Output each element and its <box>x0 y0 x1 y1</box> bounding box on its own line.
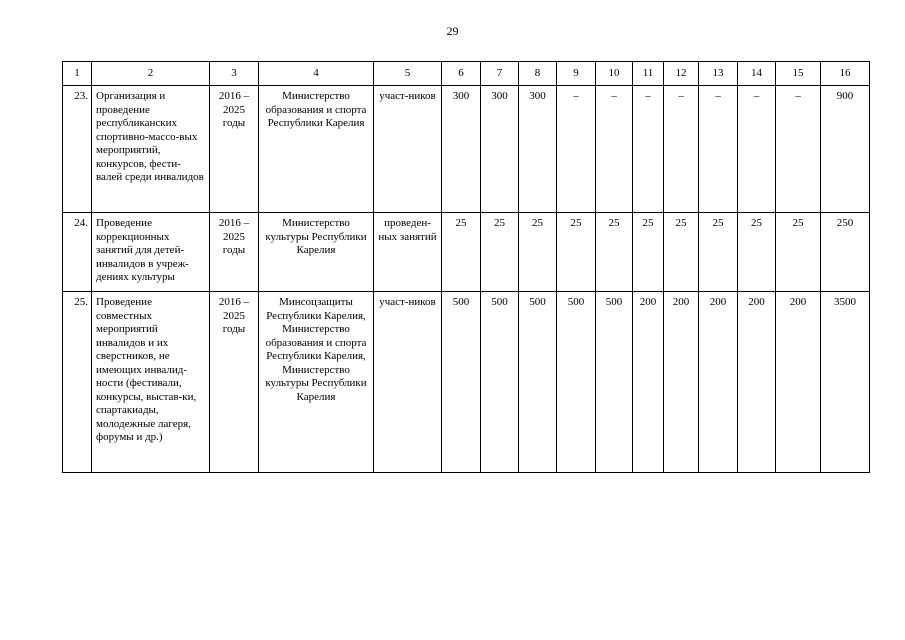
value-cell: 200 <box>633 292 664 473</box>
unit: участ-ников <box>374 86 442 213</box>
value-cell: – <box>776 86 821 213</box>
column-header: 16 <box>821 62 870 86</box>
column-header: 11 <box>633 62 664 86</box>
value-cell: 500 <box>596 292 633 473</box>
column-header: 2 <box>92 62 210 86</box>
total-cell: 900 <box>821 86 870 213</box>
unit: проведен-ных занятий <box>374 213 442 292</box>
row-number: 24. <box>63 213 92 292</box>
value-cell: – <box>699 86 738 213</box>
value-cell: 200 <box>738 292 776 473</box>
value-cell: 200 <box>699 292 738 473</box>
value-cell: 25 <box>481 213 519 292</box>
total-cell: 250 <box>821 213 870 292</box>
value-cell: 200 <box>664 292 699 473</box>
column-header: 3 <box>210 62 259 86</box>
table-row <box>63 292 870 473</box>
column-header: 5 <box>374 62 442 86</box>
table-row <box>63 86 870 213</box>
period: 2016 – 2025 годы <box>210 213 259 292</box>
column-header: 14 <box>738 62 776 86</box>
executor: Министерство культуры Республики Карелия <box>259 213 374 292</box>
value-cell: 500 <box>442 292 481 473</box>
value-cell: 300 <box>519 86 557 213</box>
value-cell: – <box>596 86 633 213</box>
value-cell: 25 <box>776 213 821 292</box>
column-header: 1 <box>63 62 92 86</box>
column-header: 8 <box>519 62 557 86</box>
value-cell: 200 <box>776 292 821 473</box>
total-cell: 3500 <box>821 292 870 473</box>
value-cell: 25 <box>699 213 738 292</box>
value-cell: 25 <box>596 213 633 292</box>
value-cell: 300 <box>442 86 481 213</box>
period: 2016 – 2025 годы <box>210 292 259 473</box>
value-cell: 500 <box>481 292 519 473</box>
value-cell: 25 <box>738 213 776 292</box>
executor: Минсоцзащиты Республики Карелия, Министерство образования и спорта Республики Карелия, Министерство культуры Республики Карелия <box>259 292 374 473</box>
table-row <box>63 213 870 292</box>
value-cell: 25 <box>519 213 557 292</box>
column-header: 9 <box>557 62 596 86</box>
executor: Министерство образования и спорта Республики Карелия <box>259 86 374 213</box>
row-number: 25. <box>63 292 92 473</box>
column-number-row <box>63 62 870 86</box>
page-number: 29 <box>446 24 459 38</box>
value-cell: 300 <box>481 86 519 213</box>
value-cell: 25 <box>557 213 596 292</box>
period: 2016 – 2025 годы <box>210 86 259 213</box>
column-header: 12 <box>664 62 699 86</box>
value-cell: 25 <box>442 213 481 292</box>
value-cell: – <box>557 86 596 213</box>
activity-name: Проведение совместных мероприятий инвалидов и их сверстников, не имеющих инвалид-ности (фестивали, конкурсы, выстав-ки, спартакиады, молодежные лагеря, форумы и др.) <box>92 292 210 473</box>
activity-name: Проведение коррекционных занятий для детей-инвалидов в учреж-дениях культуры <box>92 213 210 292</box>
value-cell: 500 <box>519 292 557 473</box>
program-activities-table <box>62 61 870 473</box>
row-number: 23. <box>63 86 92 213</box>
value-cell: – <box>633 86 664 213</box>
column-header: 6 <box>442 62 481 86</box>
column-header: 15 <box>776 62 821 86</box>
column-header: 10 <box>596 62 633 86</box>
column-header: 7 <box>481 62 519 86</box>
value-cell: – <box>738 86 776 213</box>
value-cell: 500 <box>557 292 596 473</box>
value-cell: 25 <box>633 213 664 292</box>
activity-name: Организация и проведение республиканских спортивно-массо-вых мероприятий, конкурсов, фести-валей среди инвалидов <box>92 86 210 213</box>
unit: участ-ников <box>374 292 442 473</box>
column-header: 13 <box>699 62 738 86</box>
value-cell: 25 <box>664 213 699 292</box>
column-header: 4 <box>259 62 374 86</box>
value-cell: – <box>664 86 699 213</box>
